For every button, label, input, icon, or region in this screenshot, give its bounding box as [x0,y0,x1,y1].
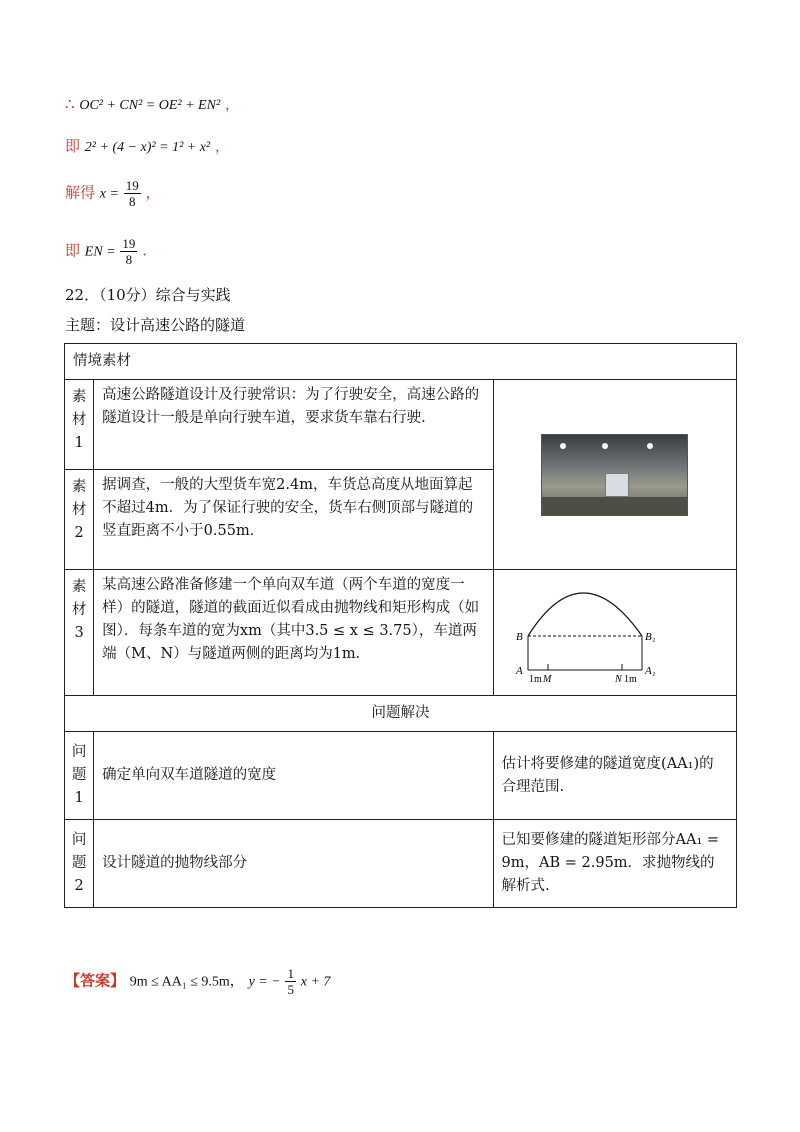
tunnel-cross-section-diagram [512,578,717,688]
var-en: EN = [84,244,116,260]
label-a: A [516,664,523,677]
question-heading: 22．（10分）综合与实践 [65,286,231,304]
equation-2: 2² + (4 − x)² = 1² + x² [84,140,211,155]
therefore-symbol: ∴ [65,95,75,113]
label-n: N [615,673,622,685]
material-2-label: 素材2 [65,470,94,570]
parabola-arc [528,593,642,636]
problem-2-task: 已知要修建的隧道矩形部分AA₁ = 9m，AB = 2.95m．求抛物线的解析式. [493,820,736,908]
fraction: $\frac{19}{8}$ [122,236,136,267]
tunnel-photo-cell [493,380,736,570]
punct: . [142,241,147,260]
section-problem-solving: 问题解决 [65,696,737,732]
materials-table [64,343,737,908]
label-right-1m: 1m [624,673,638,685]
table-header: 情境素材 [65,344,737,380]
label-m: M [543,673,552,685]
material-2-text: 据调查，一般的大型货车宽2.4m，车货总高度从地面算起不超过4m．为了保证行驶的安全，货车右侧顶部与隧道的竖直距离不小于0.55m． [94,470,493,570]
punct: ， [145,183,161,202]
label-ji: 即 [65,241,81,260]
label-left-1m: 1m [529,673,543,685]
tunnel-diagram-cell [493,570,736,696]
material-1-text: 高速公路隧道设计及行驶常识：为了行驶安全，高速公路的隧道设计一般是单向行驶车道，要求货车靠右行驶. [94,380,493,470]
answer-eq-prefix: y = − [248,974,281,990]
label-a1: A₁ [645,664,656,677]
problem-1-text: 确定单向双车道隧道的宽度 [94,732,493,820]
tunnel-photo [541,434,688,516]
material-1-label: 素材1 [65,380,94,470]
material-3-label: 素材3 [65,570,94,696]
answer-line [65,966,330,997]
solution-line-2 [65,134,230,160]
problem-1-task: 估计将要修建的隧道宽度(AA₁)的合理范围. [493,732,736,820]
label-ji: 即 [65,137,81,155]
answer-range: 9m ≤ AA₁ ≤ 9.5m， [129,974,244,990]
problem-1-label: 问题1 [65,732,94,820]
solution-line-1 [65,92,240,118]
question-theme: 主题：设计高速公路的隧道 [65,316,246,334]
answer-eq-suffix: x + 7 [300,974,331,990]
problem-2-text: 设计隧道的抛物线部分 [94,820,493,908]
solution-line-4 [65,236,147,267]
fraction: $\frac{19}{8}$ [125,178,139,209]
answer-fraction: $\frac{1}{5}$ [287,966,294,997]
truck-image [605,473,629,497]
solution-line-3 [65,178,161,209]
punct: ， [224,95,240,113]
equation-1: OC² + CN² = OE² + EN² [79,98,221,113]
label-jiede: 解得 [65,183,96,202]
problem-2-label: 问题2 [65,820,94,908]
label-b: B [516,630,523,643]
answer-tag: 【答案】 [65,971,126,990]
var-x: x = [99,186,119,202]
material-3-text: 某高速公路准备修建一个单向双车道（两个车道的宽度一样）的隧道，隧道的截面近似看成由抛物线和矩形构成（如图）．每条车道的宽为xm（其中3.5 ≤ x ≤ 3.75），车道两端（M、N）与隧道两侧的距离均为1m． [94,570,493,696]
label-b1: B₁ [645,630,656,643]
punct: ， [214,137,230,155]
